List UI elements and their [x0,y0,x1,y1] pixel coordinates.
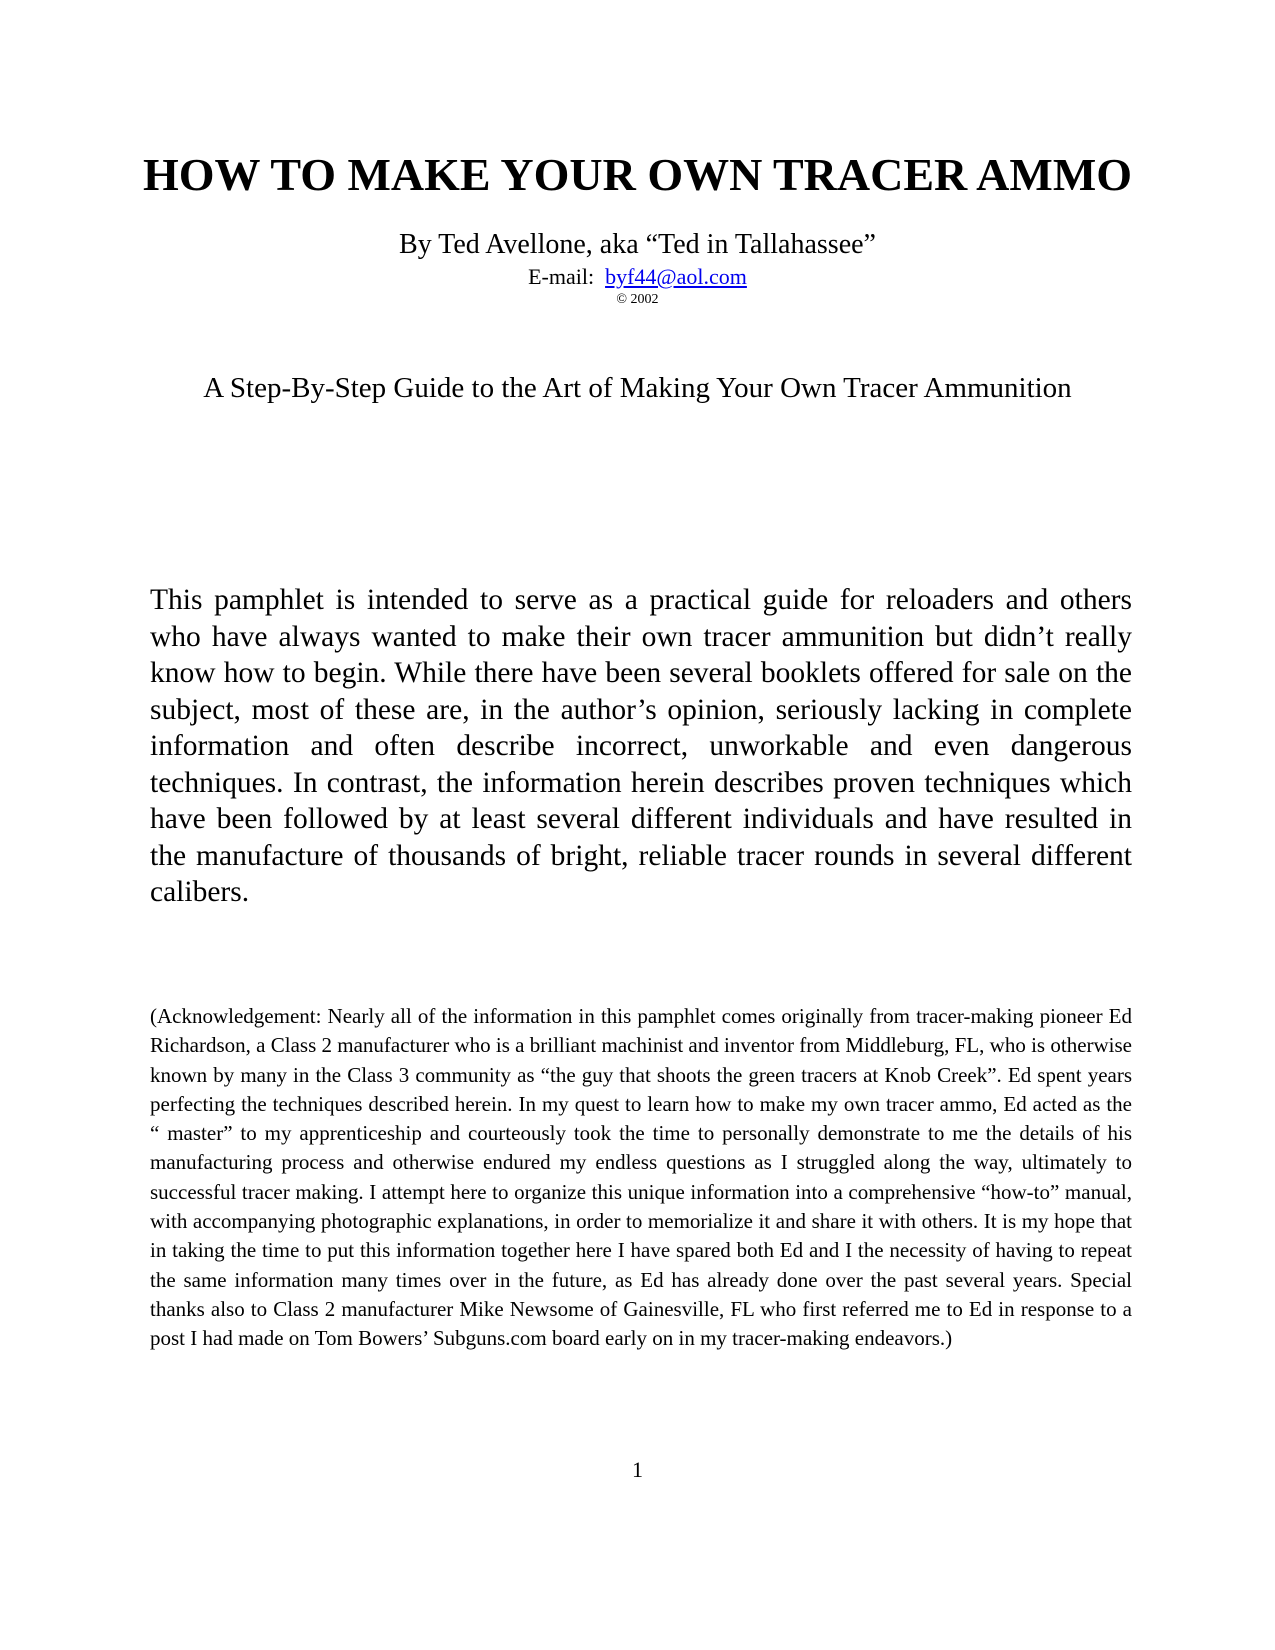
author-byline: By Ted Avellone, aka “Ted in Tallahassee” [399,229,876,260]
email-link[interactable]: byf44@aol.com [605,264,747,289]
intro-paragraph: This pamphlet is intended to serve as a practical guide for reloaders and others who have always wanted to make their own tracer ammunition but didn’t really know how to begin. While there have been several booklets offered for sale on the subject, most of these are, in the author’s opinion, seriously lacking in complete information and often describe incorrect, unworkable and even dangerous techniques. In contrast, the information herein describes proven techniques which have been followed by at least several different individuals and have resulted in the manufacture of thousands of bright, reliable tracer rounds in several different calibers. [150,584,1132,908]
acknowledgement-paragraph: (Acknowledgement: Nearly all of the information in this pamphlet comes originally from tracer-making pioneer Ed Richardson, a Class 2 manufacturer who is a brilliant machinist and inventor from Middleburg, FL, who is otherwise known by many in the Class 3 community as “the guy that shoots the green tracers at Knob Creek”. Ed spent years perfecting the techniques described herein. In my quest to learn how to make my own tracer ammo, Ed acted as the “ master” to my apprenticeship and courteously took the time to personally demonstrate to me the details of his manufacturing process and otherwise endured my endless questions as I struggled along the way, ultimately to successful tracer making. I attempt here to organize this unique information into a comprehensive “how-to” manual, with accompanying photographic explanations, in order to memorialize it and share it with others. It is my hope that in taking the time to put this information together here I have spared both Ed and I the necessity of having to repeat the same information many times over in the future, as Ed has already done over the past several years. Special thanks also to Class 2 manufacturer Mike Newsome of Gainesville, FL who first referred me to Ed in response to a post I had made on Tom Bowers’ Subguns.com board early on in my tracer-making endeavors.) [150,1004,1132,1351]
email-label: E-mail: [528,264,595,289]
document-title: HOW TO MAKE YOUR OWN TRACER AMMO [142,149,1133,200]
email-line [0,264,1275,290]
document-subtitle: A Step-By-Step Guide to the Art of Making Your Own Tracer Ammunition [203,372,1072,404]
page-number: 1 [632,1457,643,1482]
copyright-notice: © 2002 [616,292,659,307]
